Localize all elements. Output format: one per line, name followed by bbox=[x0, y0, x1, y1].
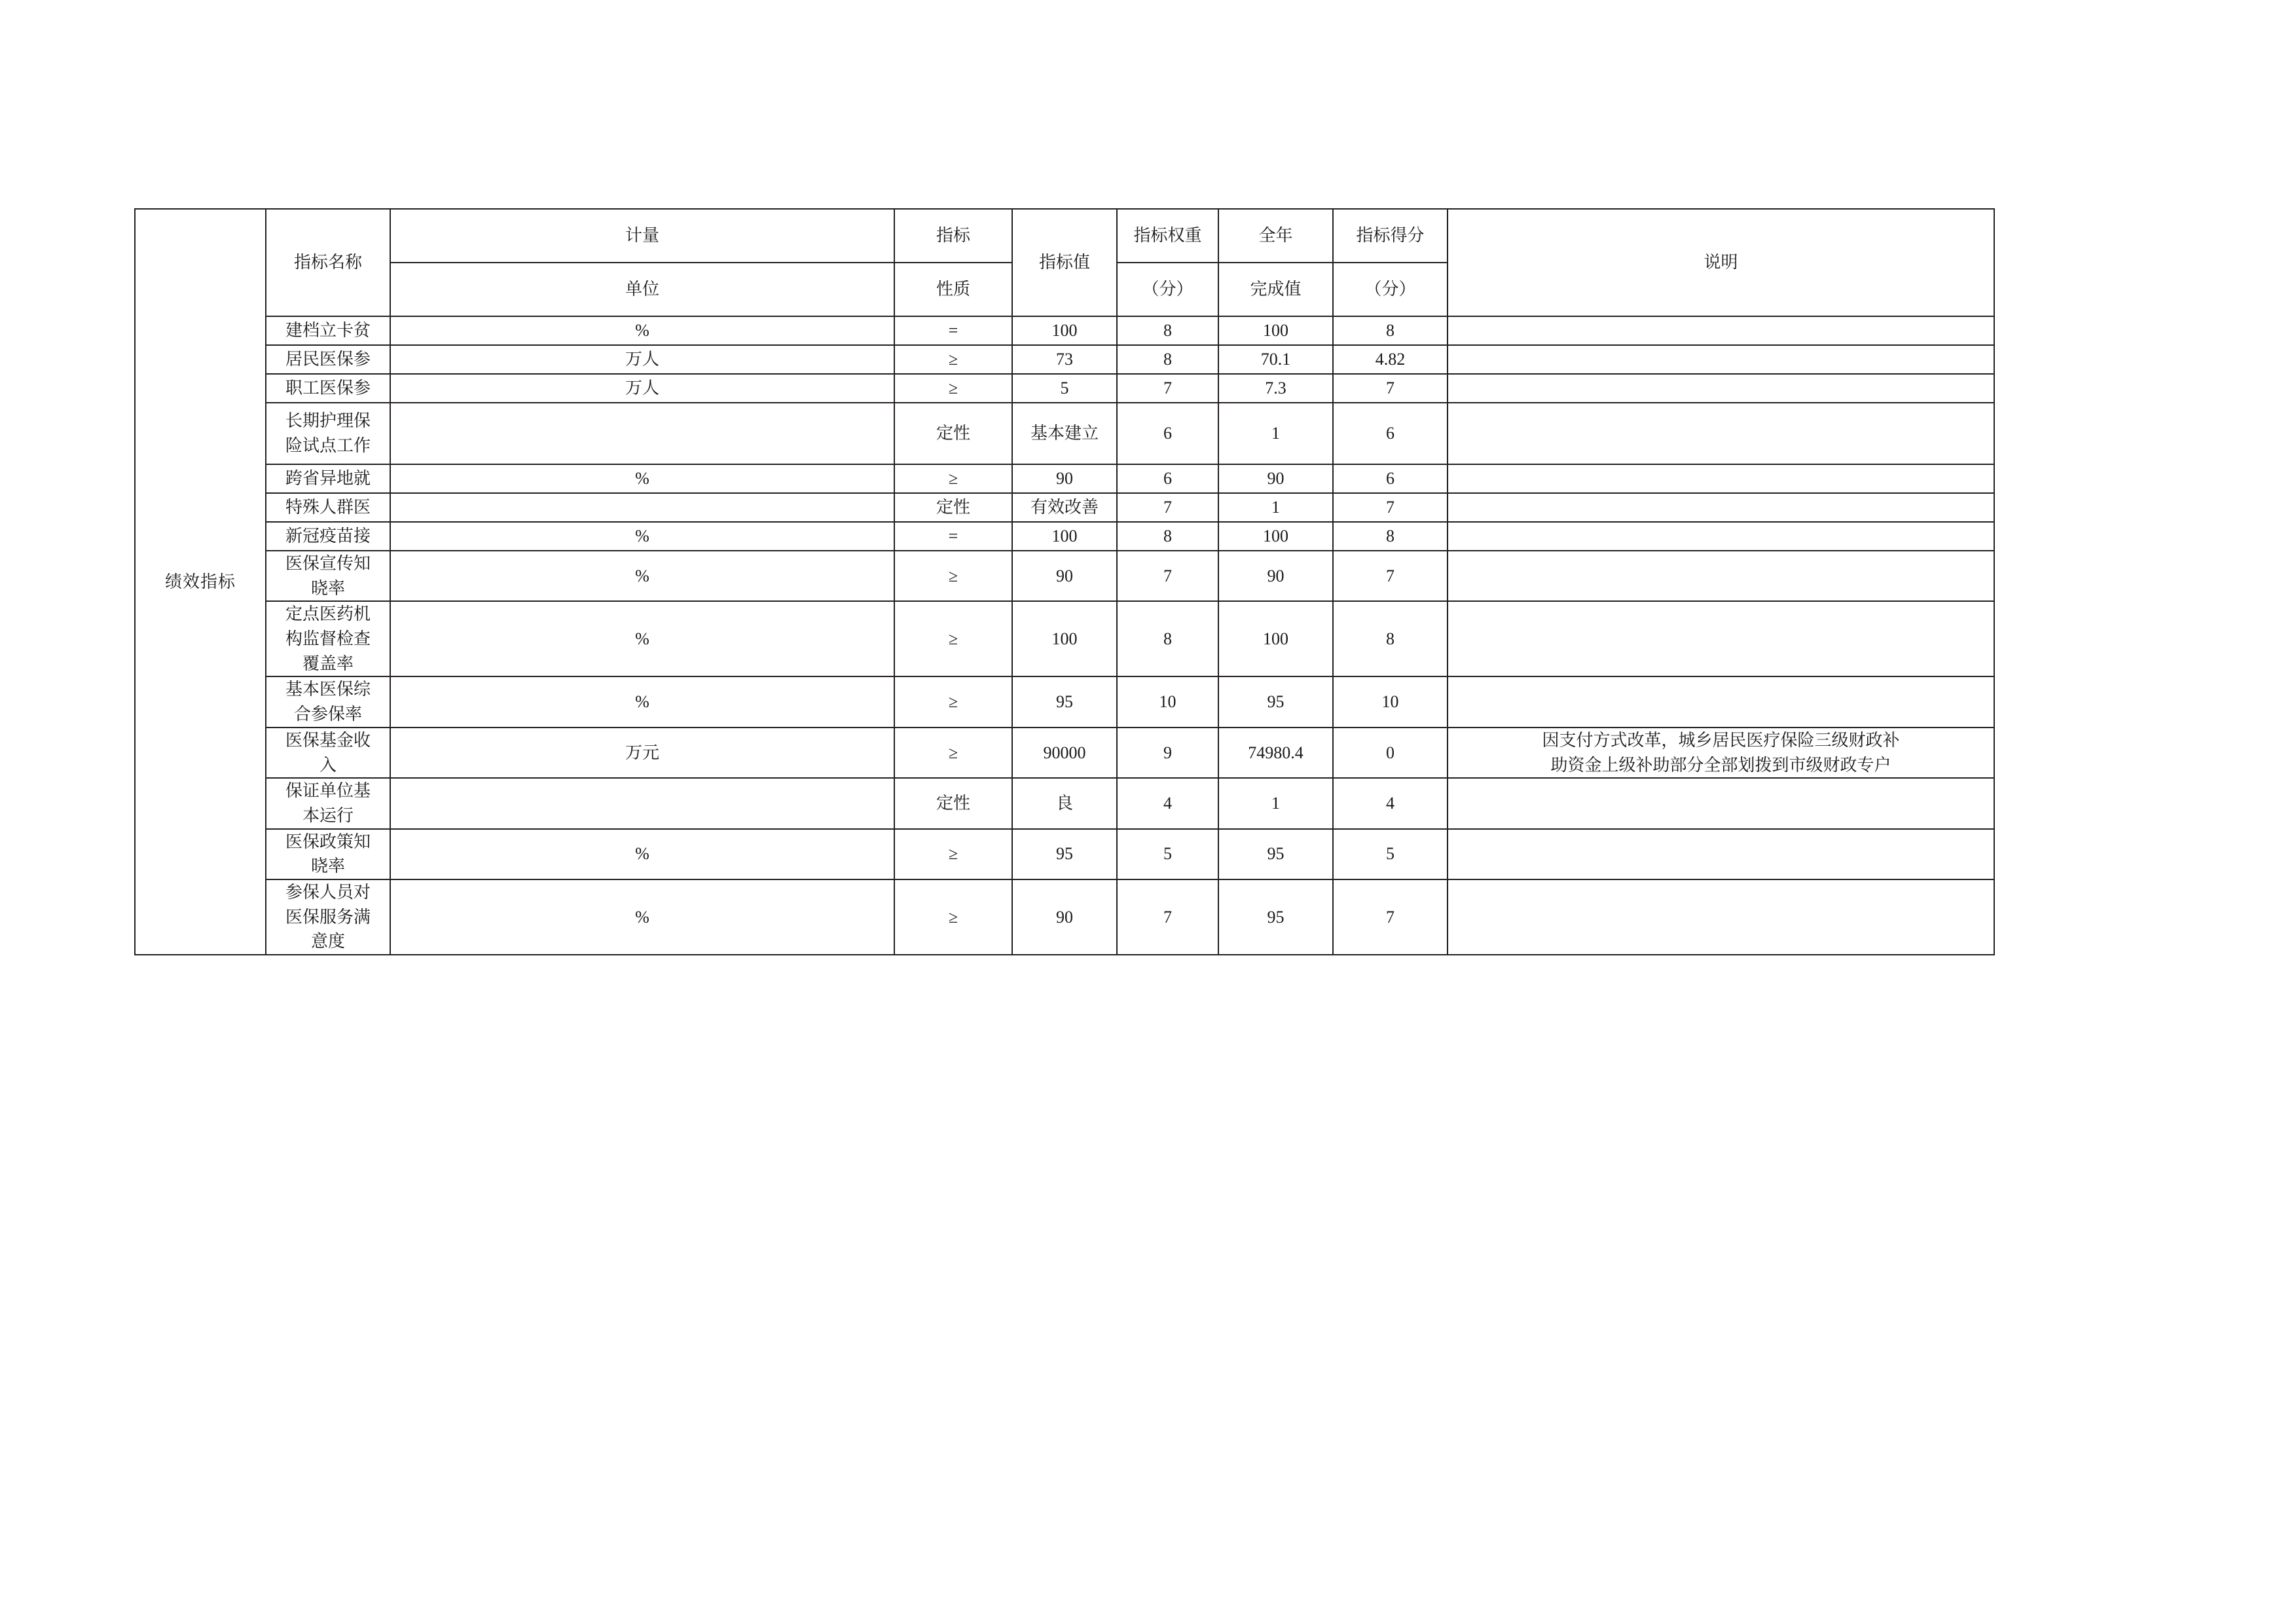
indicator-name-cell: 基本医保综 合参保率 bbox=[266, 676, 390, 727]
weight-cell: 6 bbox=[1117, 464, 1218, 493]
completed-value-cell: 70.1 bbox=[1218, 345, 1333, 374]
table-row bbox=[135, 345, 1994, 374]
header-indicator-name: 指标名称 bbox=[266, 209, 390, 316]
explanation-cell bbox=[1448, 601, 1994, 676]
explanation-cell bbox=[1448, 522, 1994, 551]
weight-cell: 8 bbox=[1117, 522, 1218, 551]
header-explanation: 说明 bbox=[1448, 209, 1994, 316]
unit-cell: % bbox=[390, 879, 894, 955]
score-cell: 10 bbox=[1333, 676, 1448, 727]
unit-cell bbox=[390, 778, 894, 828]
weight-cell: 5 bbox=[1117, 829, 1218, 879]
indicator-name-cell: 建档立卡贫 bbox=[266, 316, 390, 345]
explanation-cell bbox=[1448, 676, 1994, 727]
indicator-value-cell: 90 bbox=[1012, 879, 1117, 955]
table-row bbox=[135, 522, 1994, 551]
indicator-name-cell: 长期护理保 险试点工作 bbox=[266, 403, 390, 464]
property-cell: ≥ bbox=[894, 829, 1012, 879]
weight-cell: 8 bbox=[1117, 345, 1218, 374]
property-cell: 定性 bbox=[894, 493, 1012, 522]
score-cell: 6 bbox=[1333, 464, 1448, 493]
table-row bbox=[135, 879, 1994, 955]
indicator-name-cell: 定点医药机 构监督检查 覆盖率 bbox=[266, 601, 390, 676]
completed-value-cell: 95 bbox=[1218, 829, 1333, 879]
unit-cell: 万元 bbox=[390, 728, 894, 778]
indicator-name-cell: 医保政策知 晓率 bbox=[266, 829, 390, 879]
header-weight: 指标权重 bbox=[1117, 209, 1218, 263]
unit-cell: 万人 bbox=[390, 345, 894, 374]
unit-cell: % bbox=[390, 676, 894, 727]
explanation-cell: 因支付方式改革，城乡居民医疗保险三级财政补 助资金上级补助部分全部划拨到市级财政专户 bbox=[1448, 728, 1994, 778]
indicator-value-cell: 基本建立 bbox=[1012, 403, 1117, 464]
header-indicator-value: 指标值 bbox=[1012, 209, 1117, 316]
indicator-name-cell: 参保人员对 医保服务满 意度 bbox=[266, 879, 390, 955]
property-cell: ≥ bbox=[894, 879, 1012, 955]
completed-value-cell: 74980.4 bbox=[1218, 728, 1333, 778]
score-cell: 4 bbox=[1333, 778, 1448, 828]
table-row bbox=[135, 551, 1994, 601]
indicator-value-cell: 有效改善 bbox=[1012, 493, 1117, 522]
weight-cell: 8 bbox=[1117, 316, 1218, 345]
header-indicator: 指标 bbox=[894, 209, 1012, 263]
completed-value-cell: 100 bbox=[1218, 601, 1333, 676]
completed-value-cell: 1 bbox=[1218, 493, 1333, 522]
property-cell: ≥ bbox=[894, 676, 1012, 727]
weight-cell: 7 bbox=[1117, 551, 1218, 601]
header-completed-value: 完成值 bbox=[1218, 263, 1333, 316]
indicator-name-cell: 特殊人群医 bbox=[266, 493, 390, 522]
score-cell: 8 bbox=[1333, 316, 1448, 345]
completed-value-cell: 95 bbox=[1218, 676, 1333, 727]
unit-cell: % bbox=[390, 464, 894, 493]
unit-cell: 万人 bbox=[390, 374, 894, 403]
header-weight-unit: （分） bbox=[1117, 263, 1218, 316]
property-cell: ≥ bbox=[894, 464, 1012, 493]
indicator-value-cell: 95 bbox=[1012, 829, 1117, 879]
indicator-name-cell: 医保宣传知 晓率 bbox=[266, 551, 390, 601]
table-row bbox=[135, 728, 1994, 778]
indicator-value-cell: 5 bbox=[1012, 374, 1117, 403]
unit-cell: % bbox=[390, 601, 894, 676]
completed-value-cell: 100 bbox=[1218, 522, 1333, 551]
property-cell: = bbox=[894, 522, 1012, 551]
score-cell: 7 bbox=[1333, 374, 1448, 403]
completed-value-cell: 90 bbox=[1218, 551, 1333, 601]
indicator-name-cell: 医保基金收 入 bbox=[266, 728, 390, 778]
indicator-value-cell: 95 bbox=[1012, 676, 1117, 727]
completed-value-cell: 90 bbox=[1218, 464, 1333, 493]
header-unit: 单位 bbox=[390, 263, 894, 316]
score-cell: 5 bbox=[1333, 829, 1448, 879]
unit-cell bbox=[390, 493, 894, 522]
completed-value-cell: 1 bbox=[1218, 778, 1333, 828]
table-row bbox=[135, 374, 1994, 403]
indicator-value-cell: 100 bbox=[1012, 316, 1117, 345]
completed-value-cell: 100 bbox=[1218, 316, 1333, 345]
indicator-name-cell: 职工医保参 bbox=[266, 374, 390, 403]
score-cell: 8 bbox=[1333, 522, 1448, 551]
weight-cell: 7 bbox=[1117, 374, 1218, 403]
table-header-row-1 bbox=[135, 209, 1994, 263]
weight-cell: 6 bbox=[1117, 403, 1218, 464]
unit-cell: % bbox=[390, 316, 894, 345]
table-row bbox=[135, 829, 1994, 879]
header-score-unit: （分） bbox=[1333, 263, 1448, 316]
indicator-name-cell: 跨省异地就 bbox=[266, 464, 390, 493]
property-cell: ≥ bbox=[894, 551, 1012, 601]
unit-cell: % bbox=[390, 551, 894, 601]
weight-cell: 8 bbox=[1117, 601, 1218, 676]
header-property: 性质 bbox=[894, 263, 1012, 316]
unit-cell: % bbox=[390, 829, 894, 879]
indicator-value-cell: 100 bbox=[1012, 601, 1117, 676]
unit-cell: % bbox=[390, 522, 894, 551]
score-cell: 6 bbox=[1333, 403, 1448, 464]
property-cell: ≥ bbox=[894, 728, 1012, 778]
indicator-value-cell: 90000 bbox=[1012, 728, 1117, 778]
score-cell: 7 bbox=[1333, 493, 1448, 522]
indicator-name-cell: 居民医保参 bbox=[266, 345, 390, 374]
property-cell: ≥ bbox=[894, 601, 1012, 676]
explanation-cell bbox=[1448, 551, 1994, 601]
header-score: 指标得分 bbox=[1333, 209, 1448, 263]
explanation-cell bbox=[1448, 829, 1994, 879]
table-row bbox=[135, 778, 1994, 828]
score-cell: 7 bbox=[1333, 551, 1448, 601]
indicator-value-cell: 90 bbox=[1012, 464, 1117, 493]
explanation-cell bbox=[1448, 493, 1994, 522]
explanation-cell bbox=[1448, 316, 1994, 345]
completed-value-cell: 1 bbox=[1218, 403, 1333, 464]
weight-cell: 7 bbox=[1117, 493, 1218, 522]
property-cell: ≥ bbox=[894, 374, 1012, 403]
explanation-cell bbox=[1448, 403, 1994, 464]
weight-cell: 7 bbox=[1117, 879, 1218, 955]
property-cell: ≥ bbox=[894, 345, 1012, 374]
weight-cell: 4 bbox=[1117, 778, 1218, 828]
indicator-value-cell: 90 bbox=[1012, 551, 1117, 601]
unit-cell bbox=[390, 403, 894, 464]
score-cell: 4.82 bbox=[1333, 345, 1448, 374]
table-row bbox=[135, 601, 1994, 676]
performance-indicator-table bbox=[134, 208, 1995, 955]
header-measure: 计量 bbox=[390, 209, 894, 263]
explanation-cell bbox=[1448, 879, 1994, 955]
score-cell: 7 bbox=[1333, 879, 1448, 955]
category-label: 绩效指标 bbox=[135, 209, 266, 955]
property-cell: 定性 bbox=[894, 778, 1012, 828]
header-full-year: 全年 bbox=[1218, 209, 1333, 263]
score-cell: 0 bbox=[1333, 728, 1448, 778]
indicator-name-cell: 保证单位基 本运行 bbox=[266, 778, 390, 828]
table-row bbox=[135, 493, 1994, 522]
indicator-value-cell: 100 bbox=[1012, 522, 1117, 551]
weight-cell: 10 bbox=[1117, 676, 1218, 727]
explanation-cell bbox=[1448, 778, 1994, 828]
indicator-value-cell: 良 bbox=[1012, 778, 1117, 828]
table-row bbox=[135, 464, 1994, 493]
property-cell: = bbox=[894, 316, 1012, 345]
explanation-cell bbox=[1448, 345, 1994, 374]
weight-cell: 9 bbox=[1117, 728, 1218, 778]
explanation-cell bbox=[1448, 464, 1994, 493]
explanation-cell bbox=[1448, 374, 1994, 403]
table-row bbox=[135, 676, 1994, 727]
indicator-value-cell: 73 bbox=[1012, 345, 1117, 374]
property-cell: 定性 bbox=[894, 403, 1012, 464]
score-cell: 8 bbox=[1333, 601, 1448, 676]
indicator-name-cell: 新冠疫苗接 bbox=[266, 522, 390, 551]
completed-value-cell: 95 bbox=[1218, 879, 1333, 955]
performance-table-container bbox=[134, 208, 1994, 955]
table-row bbox=[135, 403, 1994, 464]
completed-value-cell: 7.3 bbox=[1218, 374, 1333, 403]
table-row bbox=[135, 316, 1994, 345]
